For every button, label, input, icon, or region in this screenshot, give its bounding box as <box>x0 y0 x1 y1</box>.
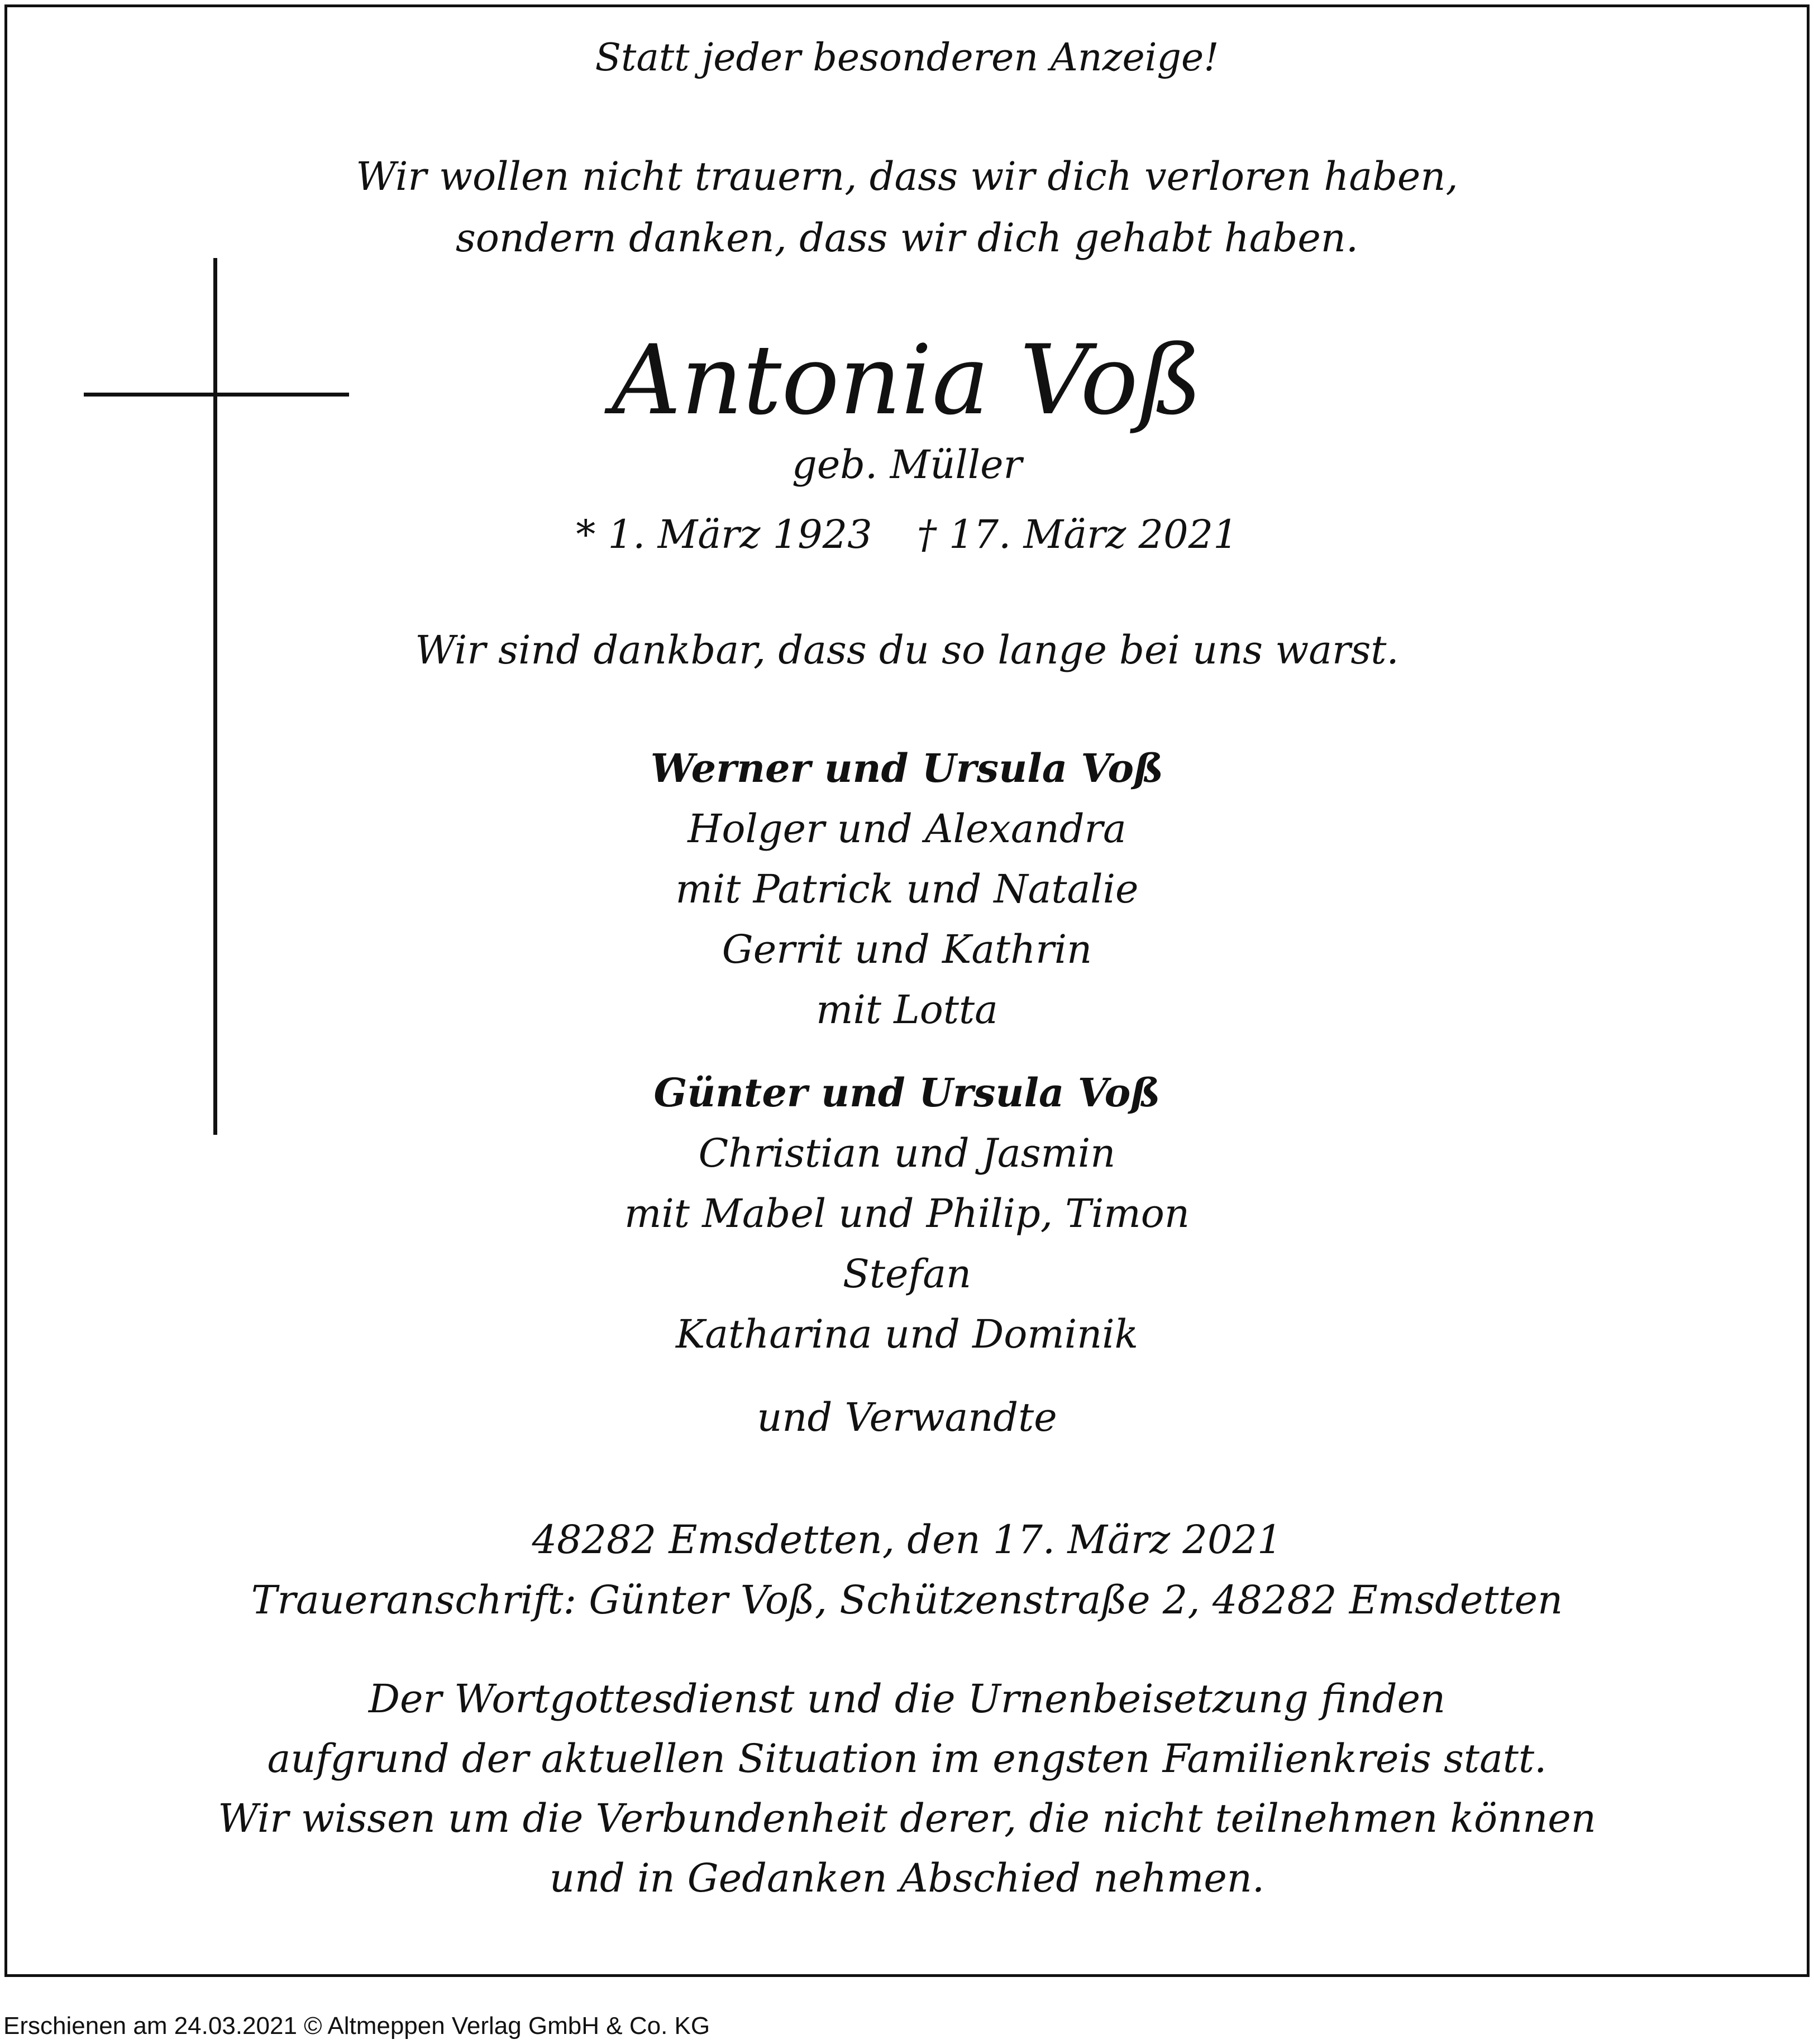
service-line-4: und in Gedanken Abschied nehmen. <box>549 1855 1265 1901</box>
family-2-member-3: Stefan <box>842 1251 972 1297</box>
deceased-name: Antonia Voß <box>612 324 1202 436</box>
service-line-1: Der Wortgottesdienst und die Urnenbeisetzung finden <box>368 1676 1446 1722</box>
place-date: 48282 Emsdetten, den 17. März 2021 <box>532 1517 1282 1563</box>
family-2-member-2: mit Mabel und Philip, Timon <box>624 1191 1190 1236</box>
family-2-member-1: Christian und Jasmin <box>698 1130 1116 1176</box>
quote-line-1: Wir wollen nicht trauern, dass wir dich verloren haben, <box>356 154 1458 199</box>
family-1-member-3: Gerrit und Kathrin <box>722 927 1092 972</box>
family-1-member-1: Holger und Alexandra <box>688 806 1126 852</box>
life-dates <box>0 512 1814 557</box>
family-2-head: Günter und Ursula Voß <box>653 1069 1161 1116</box>
service-line-3: Wir wissen um die Verbundenheit derer, die nicht teilnehmen können <box>218 1795 1596 1841</box>
family-1-member-2: mit Patrick und Natalie <box>675 866 1139 912</box>
birth-date: * 1. März 1923 <box>576 512 872 557</box>
mourning-address: Traueranschrift: Günter Voß, Schützenstraße 2, 48282 Emsdetten <box>251 1577 1563 1623</box>
thanks-line: Wir sind dankbar, dass du so lange bei uns warst. <box>415 627 1399 673</box>
relatives-line: und Verwandte <box>757 1394 1057 1440</box>
family-2-member-4: Katharina und Dominik <box>675 1311 1139 1357</box>
family-1-member-4: mit Lotta <box>816 987 998 1033</box>
notice-header: Statt jeder besonderen Anzeige! <box>595 36 1219 80</box>
death-date: † 17. März 2021 <box>916 512 1238 557</box>
service-line-2: aufgrund der aktuellen Situation im engsten Familienkreis statt. <box>267 1736 1547 1782</box>
publication-footer: Erschienen am 24.03.2021 © Altmeppen Verlag GmbH & Co. KG <box>3 2012 710 2040</box>
quote-line-2: sondern danken, dass wir dich gehabt haben. <box>455 215 1359 261</box>
maiden-name: geb. Müller <box>792 442 1022 488</box>
family-1-head: Werner und Ursula Voß <box>650 745 1164 791</box>
